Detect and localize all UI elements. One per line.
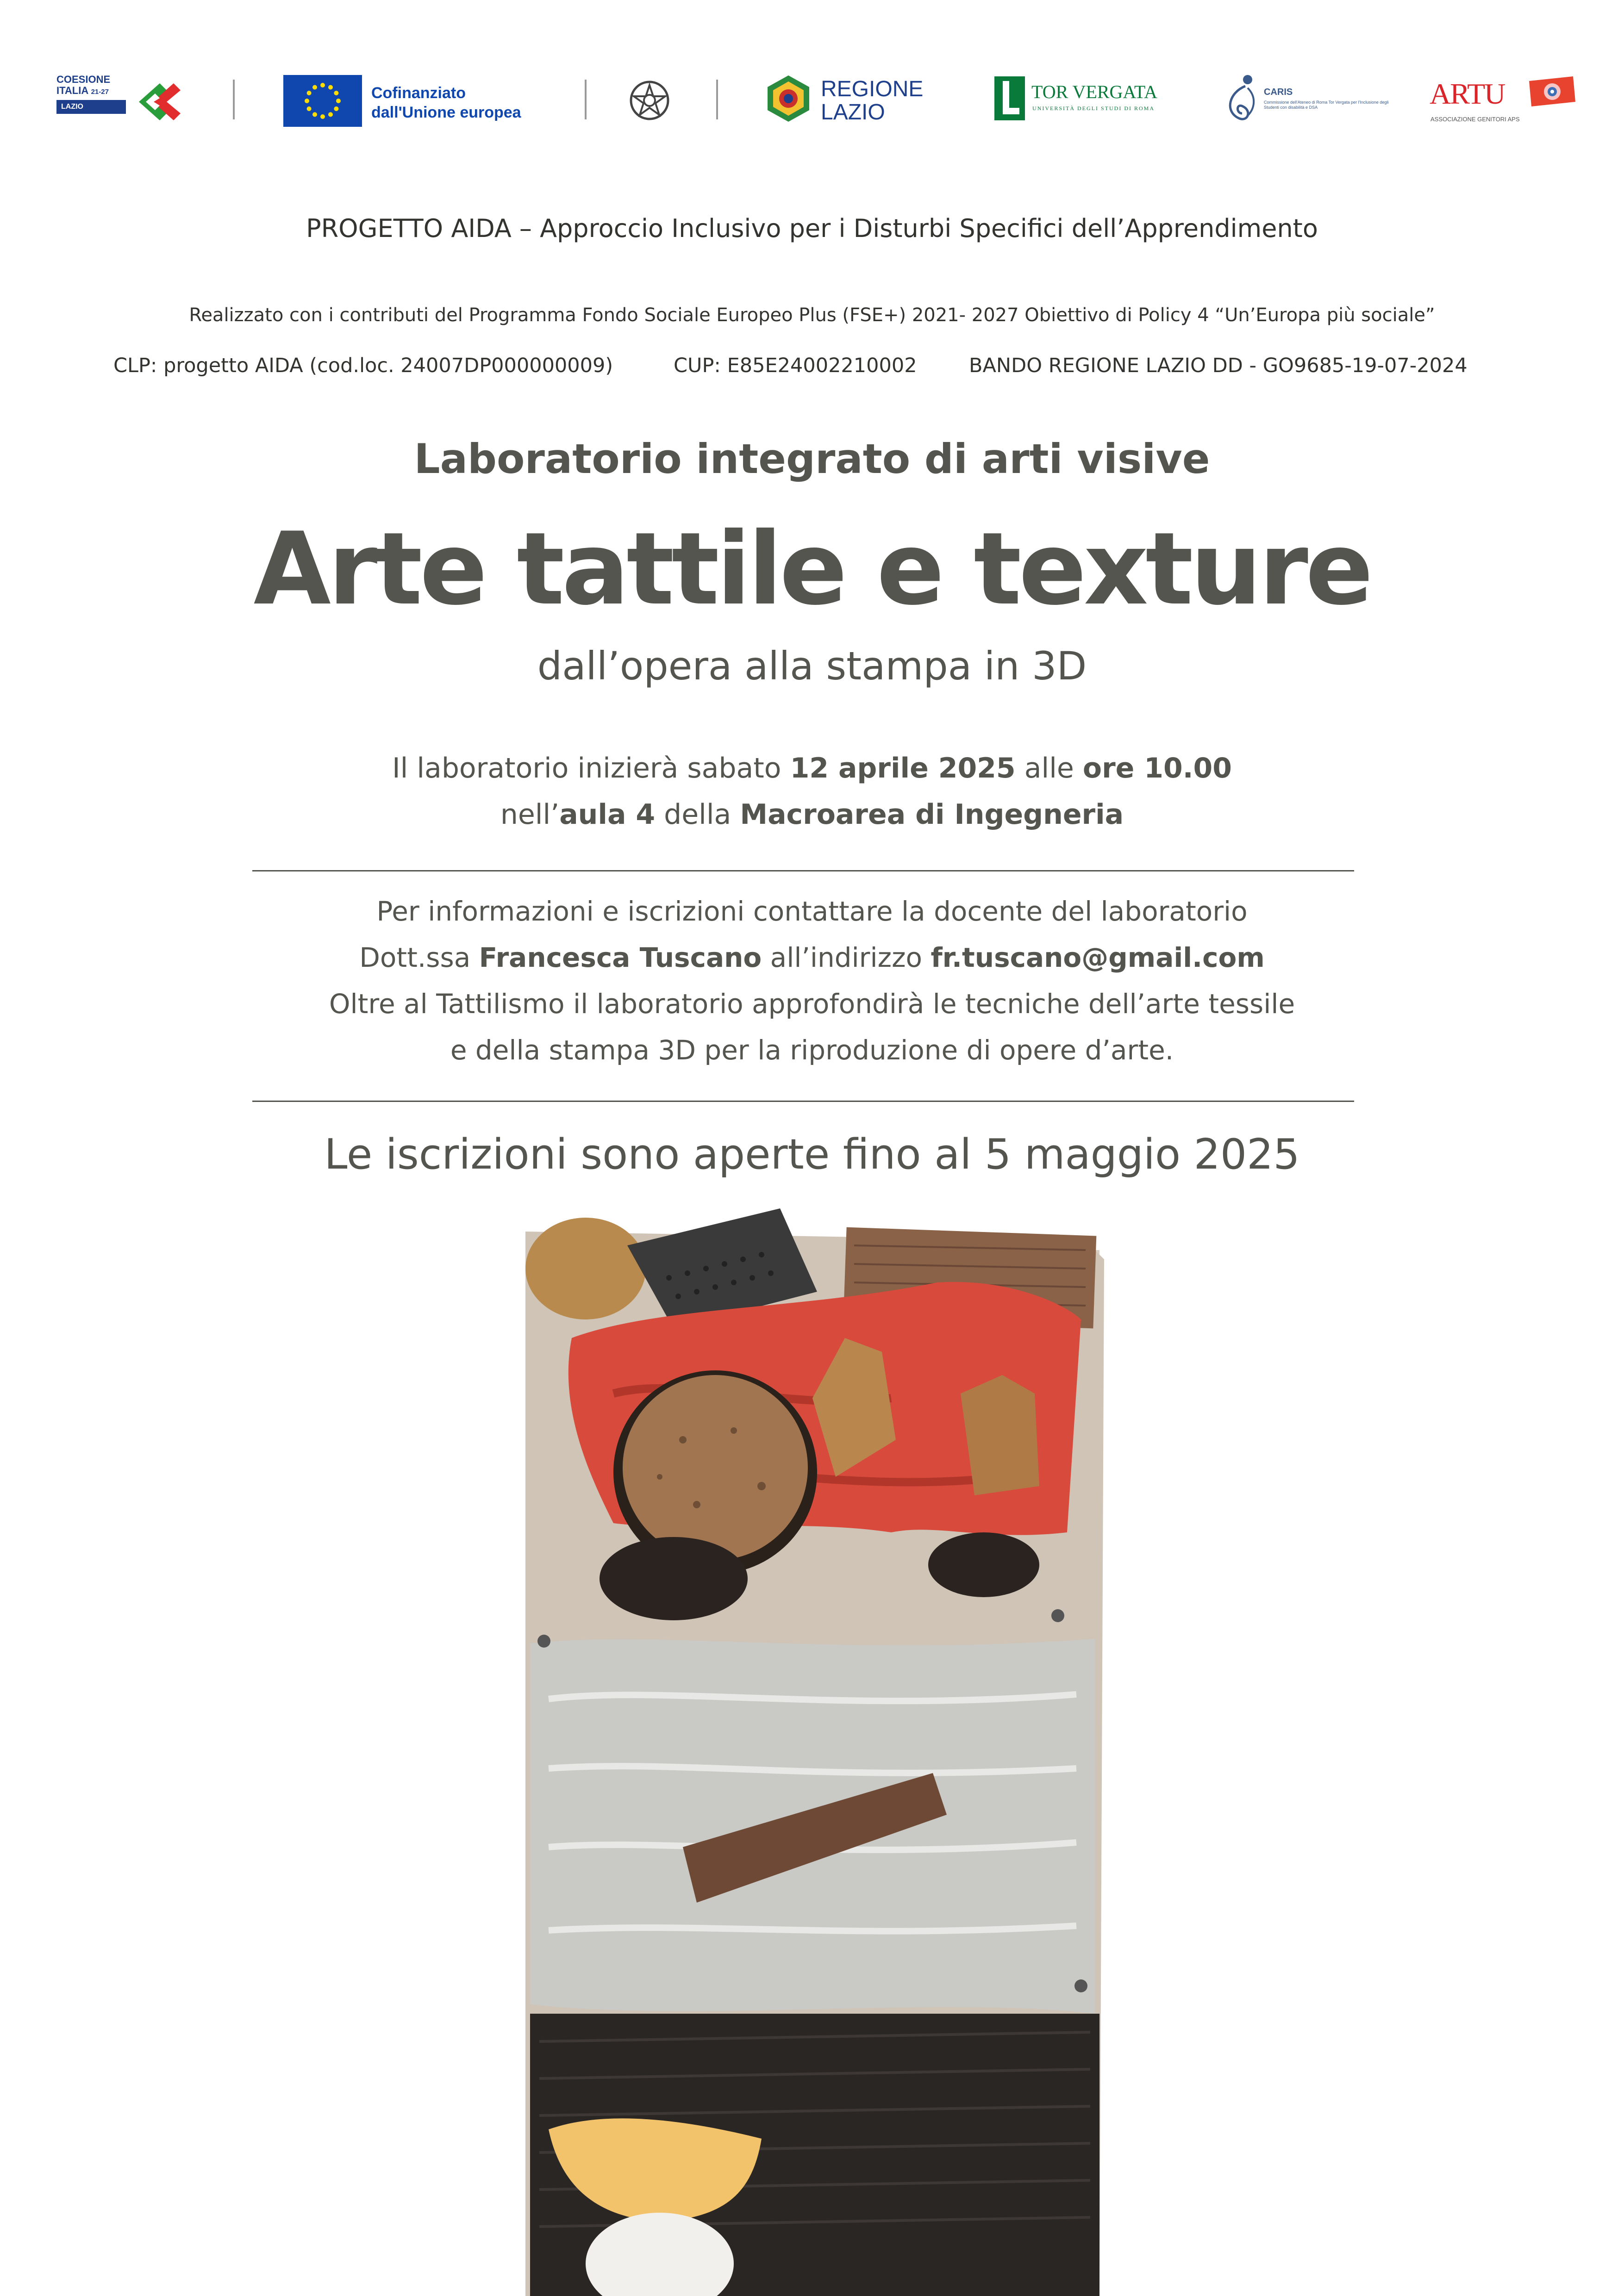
divider-bottom (252, 1101, 1354, 1102)
start-time: ore 10.00 (1082, 752, 1232, 784)
tor-vergata-logo (994, 76, 1189, 127)
eu-star-icon (307, 91, 312, 95)
teacher-email-link[interactable]: fr.tuscano@gmail.com (931, 942, 1265, 973)
regione-lazio-text: REGIONE LAZIO (821, 77, 924, 124)
schedule-text: Il laboratorio inizierà sabato (392, 752, 790, 784)
italian-republic-emblem-icon (627, 75, 672, 126)
teacher-name: Francesca Tuscano (479, 942, 762, 973)
eu-star-icon (320, 83, 325, 87)
kicker: Laboratorio integrato di arti visive (414, 435, 1210, 483)
eu-star-icon (334, 91, 338, 95)
schedule-text: alle (1015, 752, 1083, 784)
start-date: 12 aprile 2025 (790, 752, 1016, 784)
divider-top (252, 870, 1354, 871)
eu-logo-text: Cofinanziato dall'Unione europea (371, 84, 521, 121)
logo-divider (233, 80, 235, 119)
eu-star-icon (305, 99, 309, 103)
logo-divider (585, 80, 587, 119)
info-line-4: e della stampa 3D per la riproduzione di opere d’arte. (450, 1034, 1174, 1066)
caris-logo (1220, 69, 1396, 130)
tactile-artwork-image (521, 1199, 1104, 2296)
eu-star-icon (312, 112, 317, 117)
artu-logo (1430, 69, 1582, 130)
regione-lazio-logo (763, 73, 939, 129)
artu-name: ARTU (1430, 77, 1505, 110)
regione-lazio-crest-icon (763, 73, 814, 124)
eu-star-icon (312, 85, 317, 90)
info-text: Dott.ssa (359, 942, 479, 973)
room: aula 4 (559, 798, 656, 831)
info-line-3: Oltre al Tattilismo il laboratorio approfondirà le tecniche dell’arte tessile (329, 988, 1295, 1020)
eu-star-icon (320, 114, 325, 119)
schedule-text: della (655, 798, 740, 831)
eu-star-icon (336, 99, 341, 103)
bando-code: BANDO REGIONE LAZIO DD - GO9685-19-07-2024 (969, 354, 1468, 377)
artu-brush-icon (1527, 74, 1578, 111)
eu-star-icon (307, 106, 312, 111)
caris-figure-icon (1220, 69, 1262, 125)
tor-vergata-subtitle: UNIVERSITÀ DEGLI STUDI DI ROMA (1032, 105, 1155, 112)
page-title: Arte tattile e texture (253, 511, 1371, 627)
coesione-italia-logo (56, 74, 191, 125)
info-line-1: Per informazioni e iscrizioni contattare la docente del laboratorio (376, 896, 1248, 927)
tor-vergata-name: TOR VERGATA (1031, 81, 1158, 102)
page-subtitle: dall’opera alla stampa in 3D (537, 643, 1087, 689)
eu-star-icon (328, 85, 333, 90)
caris-name: CARIS (1264, 87, 1293, 97)
eu-star-icon (328, 112, 333, 117)
coesione-arrows-icon (134, 74, 190, 125)
cup-code: CUP: E85E24002210002 (674, 354, 917, 377)
funding-line: Realizzato con i contributi del Programma Fondo Sociale Europeo Plus (FSE+) 2021- 2027 Obiettivo di Policy 4 “Un’Europa più sociale” (189, 305, 1435, 326)
info-line-2 (0, 942, 1624, 973)
clp-code: CLP: progetto AIDA (cod.loc. 24007DP000000009) (113, 354, 613, 377)
eu-flag-icon (283, 75, 362, 127)
coesione-region-badge: LAZIO (56, 100, 126, 114)
coesione-logo-text: COESIONE ITALIA 21-27 (56, 74, 111, 96)
caris-subtitle: Commissione dell'Ateneo di Roma Tor Vergata per l'Inclusione degli Studenti con disabilità e DSA (1264, 100, 1389, 110)
registration-deadline: Le iscrizioni sono aperte fino al 5 maggio 2025 (324, 1130, 1300, 1179)
info-text: all’indirizzo (762, 942, 931, 973)
tor-vergata-tower-icon (994, 76, 1025, 120)
eu-cofinanced-logo (283, 75, 580, 126)
schedule-text: nell’ (500, 798, 560, 831)
eu-star-icon (334, 106, 338, 111)
project-line: PROGETTO AIDA – Approccio Inclusivo per i Disturbi Specifici dell’Apprendimento (306, 214, 1318, 243)
venue: Macroarea di Ingegneria (740, 798, 1124, 831)
schedule-line-2 (0, 798, 1624, 831)
logo-divider (716, 80, 718, 119)
artu-subtitle: ASSOCIAZIONE GENITORI APS (1430, 116, 1520, 123)
schedule-line-1 (0, 752, 1624, 784)
